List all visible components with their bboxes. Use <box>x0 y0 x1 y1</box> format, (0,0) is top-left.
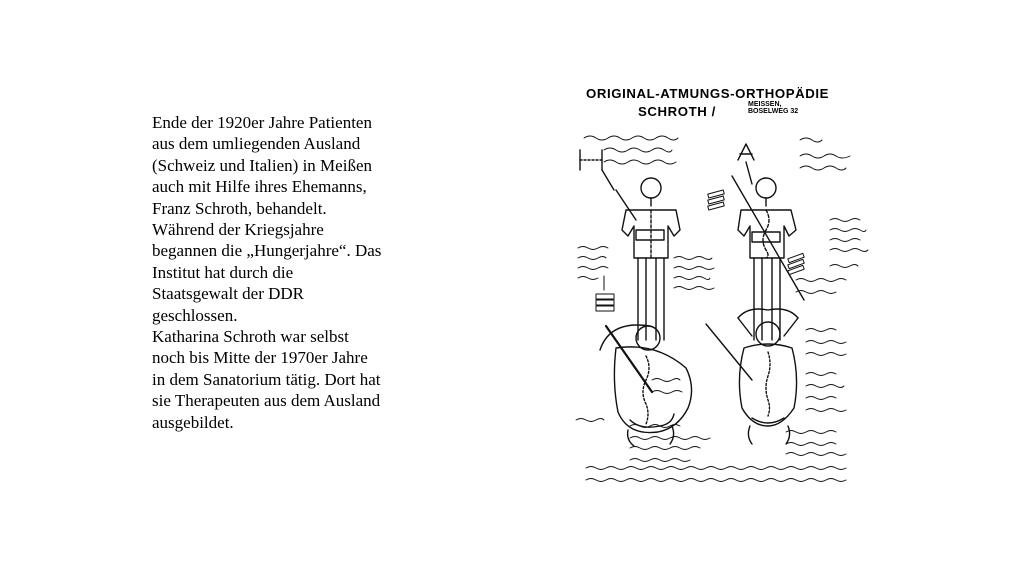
text-line: in dem Sanatorium tätig. Dort hat <box>152 369 381 389</box>
figure-title-line2: SCHROTH / <box>638 104 716 119</box>
text-line: noch bis Mitte der 1970er Jahre <box>152 348 368 368</box>
text-line: Während der Kriegsjahre <box>152 220 324 240</box>
text-line: ausgebildet. <box>152 412 234 432</box>
text-line: sie Therapeuten aus dem Ausland <box>152 391 381 411</box>
text-line: auch mit Hilfe ihres Ehemanns, <box>152 177 367 197</box>
body-paragraph <box>152 112 422 433</box>
figure-address-city: MEISSEN, <box>748 101 782 108</box>
text-line: (Schweiz und Italien) in Meißen <box>152 155 372 175</box>
standing-figure-right-icon <box>732 176 804 340</box>
figure-title: ORIGINAL-ATMUNGS-ORTHOPÄDIE <box>586 86 830 101</box>
text-line: Staatsgewalt der DDR <box>152 284 305 304</box>
sketch-drawing <box>556 80 886 500</box>
seated-figure-right-icon <box>706 309 798 444</box>
standing-figure-left-icon <box>616 178 680 340</box>
vertical-symbol-icon <box>580 150 614 190</box>
handwriting-top <box>584 136 850 170</box>
text-line: Ende der 1920er Jahre Patienten <box>152 113 372 132</box>
text-line: begannen die „Hungerjahre“. Das <box>152 241 382 261</box>
figure-address-street: BOSELWEG 32 <box>748 108 799 115</box>
blocks-icon <box>596 190 804 311</box>
text-line: Institut hat durch die <box>152 262 294 282</box>
text-line: Franz Schroth, behandelt. <box>152 198 327 218</box>
text-line: Katharina Schroth war selbst <box>152 327 349 347</box>
figure-address <box>748 101 798 115</box>
text-line: aus dem umliegenden Ausland <box>152 134 361 154</box>
text-line: geschlossen. <box>152 305 238 325</box>
triangle-symbol-icon <box>738 144 754 184</box>
schroth-illustration <box>556 80 886 500</box>
